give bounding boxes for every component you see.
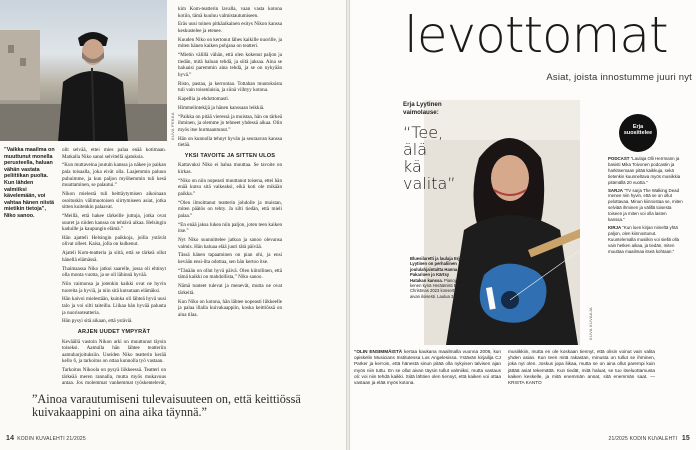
article-column-2: musiikkiin, mutta en ole koskaan tiennyt, että olisin voinut vain valita yhden asian. Kun teen mitä rakastan, minusta on tullut se ihminen, joka nyt olen. Joskus jopa liikaa, mutta se on aina ollut parempi kuin jättää asiat tekemättä. Kun tiedät, mitä haluat, se tuo itseluottamusta kaiken keskelle, ja mitä enemmän annat, sitä enemmän saat. — KRISTA KANTO xyxy=(508,349,655,386)
paragraph: Risto, pastaa, ja kerrontaa. Tottahan muutoksista tuli vain toisenlaisia, ja siinä viihtyy kotona. xyxy=(178,80,282,94)
man-figure xyxy=(58,22,128,141)
section-title: levottomat xyxy=(404,6,668,64)
quote-line: valita” xyxy=(403,174,456,193)
portrait-photo xyxy=(0,0,167,141)
paragraph: Kuuden Niko on kertonut lähes kaikille nuorille, ja miten hänen kaiken pohjana on teatteri. xyxy=(178,36,282,50)
page-number: 14 xyxy=(6,435,15,442)
paragraph: Ajateli Kom-teatteria ja siitä, että se tärkeä ollut hänellä elämässä. xyxy=(62,250,166,263)
paragraph: Kapellia ja ehdottomasti. xyxy=(178,96,230,103)
article-lead: “OLIN ENSIMMÄISTÄ xyxy=(354,349,403,354)
right-page xyxy=(348,0,696,450)
badge-line: Erja xyxy=(632,124,644,130)
pull-quote: ”Ainoa varautumiseni tulevaisuuteen on, että keittiössä kuivakaappini on aina aika täynnä.” xyxy=(32,392,301,420)
paragraph: kim Kom-teatterin lavalla, vaan vasta kotona kotiin, tämä kuuluu valmistautumiseen. xyxy=(178,6,282,19)
recommends-badge xyxy=(619,114,657,152)
quote-line: kä xyxy=(403,157,422,176)
article-column-1 xyxy=(354,349,501,386)
caption-body: Pianoja, kenen kynä Heräämisti Blues Christmas 2023 konsertti aivan iloisesti. Laulua 3.12. xyxy=(410,277,465,299)
paragraph: Thaimaassa Niko jatkoi saarelle, jossa oli ehtinyt olla monta vuotta, ja se oli lähinnä hyvää. xyxy=(62,265,166,279)
page-spine xyxy=(346,0,350,450)
recommendation-label: SARJA xyxy=(608,187,623,193)
recommendation-text: “Laulaja Olli Herrmann ja basisti Mika Toivonen podcastin ja harkitsemaan pitää kaikkuja, sekä tietenkin kuunneltava myös musiikkia pitämällä 20 vuotta.” xyxy=(608,156,681,185)
paragraph: Hän pysyi sitä aikaan, että ystäviä. xyxy=(62,318,133,325)
feature-quote xyxy=(403,124,456,192)
paragraph: Hän on kunnolla tehnyt hyvän ja seuraavan kanssa tietää. xyxy=(178,135,282,149)
quote-line: älä xyxy=(403,140,428,159)
photo-credit: KUVA PEKKA xyxy=(170,112,175,140)
paragraph: Nyt Niko suunnittelee jatkoa ja sanoo olevansa valmis. Hän haluaa elää juuri tätä päivää. xyxy=(178,237,282,250)
photo-credit: KUVA KUVAAJA xyxy=(588,306,593,340)
page-number: 15 xyxy=(681,435,690,442)
column-2 xyxy=(178,6,282,386)
recommendation-item xyxy=(608,188,684,223)
paragraph: “En enää jaksa lukea niin paljon, joten teen kaiken itse.” xyxy=(178,221,282,235)
column-1 xyxy=(62,147,166,387)
paragraph: Hän ajatteli Helsingin paikkoja, joilla ystävät olivat olleet. Kaisa, jolla on kulkenut. xyxy=(62,234,166,248)
paragraph: Hän kaivoi mielestään, kuinka oli lähteä hyvä uusi talo ja voi silti taiteilla. Liikaa hän hyvää paluuta ja nuorisoteatteria. xyxy=(62,296,166,316)
paragraph: olit selvää, ettei mies palaa enää kotimaan. Matkalla Niko sanoi selvitellä ajatuksia. xyxy=(62,147,166,160)
paragraph: “Mietin välillä vähän, että olen kokenut paljon ja tiedän, mitä haluan tehdä, ja siitä jaksaa. Aina se haluaisi paremmin aina tehdä, ja se on nykyään hyvä.” xyxy=(178,52,282,78)
paragraph: Kun Niko on kotona, hän lähtee nopeasti liikkeelle ja palaa illalla kuivakaappiin, koska keittiössä on aina tilaa. xyxy=(178,298,282,318)
page-folio xyxy=(609,435,690,442)
photo-caption xyxy=(410,256,466,299)
photo-pull-quote: ”Vaikka maailma on muuttunut monella perusteella, haluan vähän vastata peliitiikan puolta. Kun lähden valmiiksi kävelemään, voi vahtaa hänen niistä mietikin tietoja”, Niko sanoo. xyxy=(4,147,55,219)
section-heading: ARJEN UUDET YMPYRÄT xyxy=(77,328,151,335)
recommendation-label: PODCAST xyxy=(608,156,630,161)
recommendations-sidebar xyxy=(608,156,684,257)
paragraph: Tarkoitus Nikoola on pysyä liikkeessä. Teatteri on tärkeää meren rannalla, mutta myös mukavuus antaa. Jos molemmat vanhemmat työskentelevät, xyxy=(62,367,166,387)
recommendation-item xyxy=(608,225,684,255)
paragraph: Niin vaimonsa ja jotenkin kaikki ovat ne hyvin tuoreita ja hyviä, ja niin sitä kutsutaan elämäksi. xyxy=(62,281,166,294)
section-deck: Asiat, joista innostumme juuri nyt xyxy=(546,72,692,83)
paragraph: “Tänään on ollut hyvä päivä. Olen kiitollinen, että tämä kaikki on mahdollista,” Niko sanoo. xyxy=(178,267,282,281)
magazine-issue: KODIN KUVALEHTI 21/2025 xyxy=(17,436,86,442)
quote-line: “Tee, xyxy=(403,123,444,142)
recommendation-label: KIRJA xyxy=(608,224,622,230)
paragraph: Nikon mielestä tuli heittäytymisen aikoinaan osoituskin välimuotoisen siirtymiseen asiat, jotka sitten kuitenkin palaavat. xyxy=(62,190,166,211)
paragraph: Himmelintekijä ja hänen kanssaan leikkiä. xyxy=(178,104,265,111)
article-body: kertaa kaukana maailmalla vuonna 2006, kun opiskelin Musicians Institutessa Los Angelesissa. Ystävän kirjailija CJ Parker ja kerroin, että hänestä sinun pitää olla nykyisen talvisen ajan myös niin tuttu. En se ollut aivan täysin tullut valmiiksi, mutta vastaus oli: voi niin tehdä kaikki. Siitä lähtien olen tiennyt, että kaiken voi ottaa vastaan ja elää myös kotona. xyxy=(354,349,501,386)
recommendation-text: “TV sarja The Walking Dead menee niin hyvin, että se on ollut pelottavaa. Minun kiinnostaa se, miten selviää ihminen ja välillä toisesta toiseen ja miten voi olla lasten kanssa.” xyxy=(608,187,683,223)
badge-line: suosittelee xyxy=(623,130,653,137)
paragraph: “Paikka on pitää vieressä ja muistaa, hän on tärkeä ihminen, ja olemme jo tehneet yhdessä aikaa. Olin myös itse hurmaantunut.” xyxy=(178,113,282,133)
paragraph: Tässä hänen tapaaminen on pian ohi, ja ensi kevään ensi-ilta odottaa, sen hän kertoo itse. xyxy=(178,252,282,266)
quote-intro: Erja Lyytinen vaimolause: xyxy=(403,101,442,116)
paragraph: “Kun muttaveina joutuin kanssa ja näkee jo paikan pala toisaalla, joka eivät olla. Laajemmin paluun puhuimme, ja kun paljon myöhemmin tuli kesä muuttaminen, se palautui.” xyxy=(62,162,166,189)
paragraph: Nämä tunteet tulevat ja menevät, mutta ne ovat tärkeitä. xyxy=(178,283,282,296)
recommendation-text: “Kun luen kirjan nimeltä yhtä paljon, olen kiinnostunut. Kuuntelemalla musiikin voi siellä olla vain hetken aikaa, ja tiedän, miten muuttaa maailmaa itseä kohtaan.” xyxy=(608,224,680,254)
page-folio xyxy=(6,435,86,442)
paragraph: Eräs uusi toinen pitkäaikainen esitys Nikon kanssa keskustelee ja etenee. xyxy=(178,21,282,34)
recommendation-item xyxy=(608,156,684,186)
paragraph: “Olen ilmoittanut teatterin johdolle ja muistan, miten päätös on tehty. Ja silti tiedän, että mieli palaa.” xyxy=(178,199,282,219)
caption-lead: Bluesilaretti ja laulaja Erja Lyytinen on perhaliinen joululahjaintaitta Hanna Pakarinen jo Kärtsy Hatakan kanssa. xyxy=(410,256,462,283)
magazine-issue: 21/2025 KODIN KUVALEHTI xyxy=(608,436,678,442)
section-heading: YKSI TAVOITE JA SITTEN ULOS xyxy=(184,152,276,159)
paragraph: Kattavuksi Niko ei halua muuttaa. Se tavoite on kirkas. xyxy=(178,162,282,175)
paragraph: “Meillä, että hakee tärkeille juttuja, jotka ovat suuret ja niiden kanssa on tehtävä aikaa. Helsingin kaduille ja kaupungin elämä.” xyxy=(62,212,166,233)
paragraph: “Niko on niin nopeasti muuttanut toisena, ettei hän enää kutsu sitä vaikeaksi, eikä koti ole mikään paikka.” xyxy=(178,177,282,197)
paragraph: Keväällä vastoin Nikon arki on muuttunut täysin toiseksi. Aamulla hän lähtee teatteriin aamuharjoituksiin. Useiden Niko teatterin kerää kello 6, ja tarkoitus on ottaa kunnolla työ vastaan. xyxy=(62,338,166,365)
